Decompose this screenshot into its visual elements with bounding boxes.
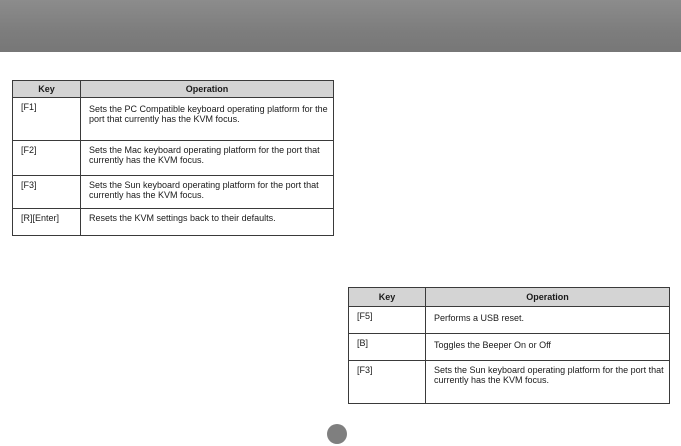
hotkey-table-2 [348, 287, 670, 404]
operation-cell: Resets the KVM settings back to their defaults. [81, 209, 334, 236]
key-cell: [F1] [13, 98, 81, 141]
table-row [13, 209, 334, 236]
key-cell: [F5] [349, 307, 426, 334]
table-row [13, 176, 334, 209]
header-band [0, 0, 681, 52]
operation-column-header: Operation [81, 81, 334, 98]
key-cell: [F2] [13, 141, 81, 176]
operation-cell: Sets the Sun keyboard operating platform for the port that currently has the KVM focus. [426, 361, 670, 404]
table-row [349, 307, 670, 334]
key-column-header: Key [13, 81, 81, 98]
operation-cell: Sets the Sun keyboard operating platform for the port that currently has the KVM focus. [81, 176, 334, 209]
operation-column-header: Operation [426, 288, 670, 307]
table-row [349, 334, 670, 361]
table-row [13, 141, 334, 176]
operation-cell: Sets the Mac keyboard operating platform for the port that currently has the KVM focus. [81, 141, 334, 176]
table-header-row [349, 288, 670, 307]
page-marker-dot [327, 424, 347, 444]
table-row [349, 361, 670, 404]
table-header-row [13, 81, 334, 98]
key-cell: [B] [349, 334, 426, 361]
key-cell: [R][Enter] [13, 209, 81, 236]
key-column-header: Key [349, 288, 426, 307]
operation-cell: Toggles the Beeper On or Off [426, 334, 670, 361]
key-cell: [F3] [13, 176, 81, 209]
key-cell: [F3] [349, 361, 426, 404]
hotkey-table-1 [12, 80, 334, 236]
operation-cell: Performs a USB reset. [426, 307, 670, 334]
operation-cell: Sets the PC Compatible keyboard operating platform for the port that currently has the KVM focus. [81, 98, 334, 141]
table-row [13, 98, 334, 141]
